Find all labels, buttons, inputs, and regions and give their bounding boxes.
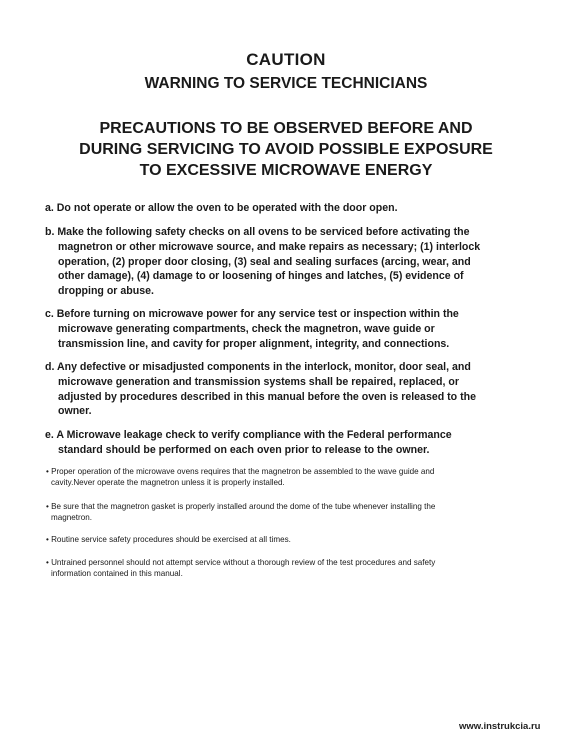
safety-item-d bbox=[45, 360, 515, 419]
item-line: d. Any defective or misadjusted components in the interlock, monitor, door seal, and bbox=[45, 361, 471, 373]
item-line: b. Make the following safety checks on all ovens to be serviced before activating the bbox=[45, 226, 470, 238]
item-line: standard should be performed on each oven prior to release to the owner. bbox=[58, 443, 430, 456]
note-line: • Untrained personnel should not attempt service without a thorough review of the test procedures and safety bbox=[46, 558, 436, 567]
item-line: adjusted by procedures described in this manual before the oven is released to the bbox=[58, 390, 476, 403]
precautions-heading-line-1: PRECAUTIONS TO BE OBSERVED BEFORE AND bbox=[99, 120, 473, 137]
precautions-heading-line-3: TO EXCESSIVE MICROWAVE ENERGY bbox=[139, 162, 433, 179]
caution-title: CAUTION bbox=[246, 50, 326, 69]
item-line: e. A Microwave leakage check to verify compliance with the Federal performance bbox=[45, 429, 452, 441]
note-line: • Be sure that the magnetron gasket is properly installed around the dome of the tube whenever installing the bbox=[46, 502, 436, 511]
safety-item-e bbox=[45, 428, 515, 458]
note-line: information contained in this manual. bbox=[51, 568, 183, 578]
item-line: a. Do not operate or allow the oven to be operated with the door open. bbox=[45, 202, 398, 214]
note-line: • Proper operation of the microwave ovens requires that the magnetron be assembled to the wave guide and bbox=[46, 467, 435, 476]
item-line: microwave generating compartments, check the magnetron, wave guide or bbox=[58, 322, 435, 335]
item-line: owner. bbox=[58, 405, 92, 418]
warning-subtitle: WARNING TO SERVICE TECHNICIANS bbox=[144, 75, 428, 92]
item-line: c. Before turning on microwave power for any service test or inspection within the bbox=[45, 308, 459, 320]
item-line: microwave generation and transmission systems shall be repaired, replaced, or bbox=[58, 375, 459, 388]
item-line: transmission line, and cavity for proper alignment, integrity, and connections. bbox=[58, 337, 450, 350]
note-routine-safety bbox=[46, 535, 516, 546]
note-line: magnetron. bbox=[51, 512, 92, 522]
note-magnetron-gasket bbox=[46, 502, 516, 523]
safety-item-c bbox=[45, 307, 515, 351]
safety-item-b bbox=[45, 225, 515, 299]
note-untrained-personnel bbox=[46, 558, 516, 579]
note-magnetron-assembly bbox=[46, 467, 516, 488]
safety-item-a bbox=[45, 201, 515, 216]
note-line: cavity.Never operate the magnetron unless it is properly installed. bbox=[51, 477, 285, 487]
item-line: other damage), (4) damage to or loosening of hinges and latches, (5) evidence of bbox=[58, 270, 464, 283]
source-watermark: www.instrukcia.ru bbox=[459, 721, 541, 732]
note-line: • Routine service safety procedures should be exercised at all times. bbox=[46, 535, 291, 544]
precautions-heading-line-2: DURING SERVICING TO AVOID POSSIBLE EXPOSURE bbox=[79, 141, 493, 158]
item-line: operation, (2) proper door closing, (3) seal and sealing surfaces (arcing, wear, and bbox=[58, 255, 471, 268]
item-line: dropping or abuse. bbox=[58, 285, 154, 298]
item-line: magnetron or other microwave source, and make repairs as necessary; (1) interlock bbox=[58, 240, 481, 253]
